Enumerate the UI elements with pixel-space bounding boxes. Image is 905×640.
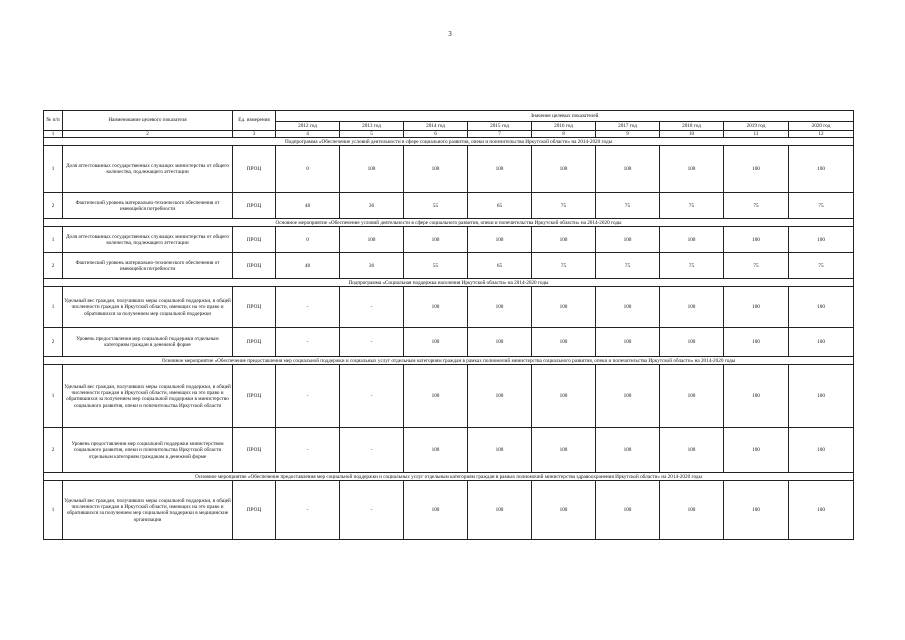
value-cell: - — [276, 428, 340, 473]
value-cell: 100 — [596, 481, 660, 540]
section-title-row — [44, 473, 854, 481]
value-cell: 100 — [532, 227, 596, 253]
indicator-name: Удельный вес граждан, получивших меры социальной поддержки, в общей численности граждан в Иркутской области, имеющих на это право и обратившихся за получением мер социальной поддержки в министерство социального развития, опеки и попечительства Иркутской области — [63, 365, 233, 428]
value-cell: 100 — [789, 481, 854, 540]
section-title-row — [44, 138, 854, 146]
value-cell: 100 — [532, 328, 596, 357]
section-title: Подпрограмма «Социальная поддержка населения Иркутской области» на 2014-2020 годы — [44, 279, 854, 287]
header-year: 2020 год — [789, 122, 854, 131]
value-cell: 55 — [404, 193, 468, 219]
value-cell: 75 — [660, 253, 724, 279]
table-row — [44, 227, 854, 253]
table-row — [44, 146, 854, 193]
column-numbers-row — [44, 131, 854, 138]
column-number: 6 — [404, 131, 468, 138]
column-number: 11 — [724, 131, 789, 138]
value-cell: 100 — [789, 328, 854, 357]
row-number: 1 — [44, 287, 63, 328]
value-cell: 48 — [276, 193, 340, 219]
value-cell: 100 — [596, 227, 660, 253]
header-row — [44, 111, 854, 122]
unit-cell: ПРОЦ — [233, 428, 276, 473]
section-title-row — [44, 219, 854, 227]
value-cell: 100 — [404, 428, 468, 473]
row-number: 2 — [44, 253, 63, 279]
page-number: 3 — [448, 30, 452, 38]
column-number: 1 — [44, 131, 63, 138]
table-row — [44, 328, 854, 357]
unit-cell: ПРОЦ — [233, 365, 276, 428]
value-cell: 100 — [660, 287, 724, 328]
value-cell: 100 — [789, 428, 854, 473]
indicator-name: Фактический уровень материально-технического обеспечения от имеющейся потребности — [63, 253, 233, 279]
value-cell: - — [276, 365, 340, 428]
column-number: 9 — [596, 131, 660, 138]
value-cell: 100 — [724, 428, 789, 473]
section-title: Подпрограмма «Обеспечение условий деятельности в сфере социального развития, опеки и попечительства Иркутской области» на 2014-2020 годы — [44, 138, 854, 146]
unit-cell: ПРОЦ — [233, 481, 276, 540]
value-cell: 100 — [404, 328, 468, 357]
value-cell: 65 — [468, 193, 532, 219]
value-cell: 100 — [468, 328, 532, 357]
value-cell: 100 — [660, 481, 724, 540]
unit-cell: ПРОЦ — [233, 146, 276, 193]
value-cell: 100 — [532, 146, 596, 193]
indicator-name: Уровень предоставления мер социальной поддержки отдельным категориям граждан в денежной форме — [63, 328, 233, 357]
value-cell: 75 — [724, 193, 789, 219]
header-unit: Ед. измерения — [233, 111, 276, 131]
row-number: 2 — [44, 428, 63, 473]
value-cell: 100 — [724, 287, 789, 328]
value-cell: 75 — [532, 253, 596, 279]
header-num: № п/п — [44, 111, 63, 131]
value-cell: 100 — [468, 481, 532, 540]
value-cell: 75 — [789, 193, 854, 219]
table-row — [44, 428, 854, 473]
row-number: 1 — [44, 365, 63, 428]
header-year: 2017 год — [596, 122, 660, 131]
value-cell: 0 — [276, 146, 340, 193]
header-year: 2019 год — [724, 122, 789, 131]
value-cell: 100 — [468, 365, 532, 428]
table-row — [44, 365, 854, 428]
value-cell: 100 — [596, 428, 660, 473]
section-title: Основное мероприятие «Обеспечение предоставления мер социальной поддержки и социальных услуг отдельным категориям граждан в рамках полномочий министерства социального развития, опеки и попечительства Иркутской области» на 2014-2020 годы — [44, 357, 854, 365]
value-cell: 100 — [660, 227, 724, 253]
column-number: 12 — [789, 131, 854, 138]
value-cell: - — [340, 365, 404, 428]
value-cell: 100 — [596, 328, 660, 357]
header-name: Наименование целевого показателя — [63, 111, 233, 131]
value-cell: 100 — [468, 287, 532, 328]
header-year: 2014 год — [404, 122, 468, 131]
table-row — [44, 481, 854, 540]
column-number: 8 — [532, 131, 596, 138]
section-title-row — [44, 357, 854, 365]
column-number: 4 — [276, 131, 340, 138]
header-year: 2016 год — [532, 122, 596, 131]
value-cell: 75 — [596, 253, 660, 279]
value-cell: 48 — [276, 253, 340, 279]
unit-cell: ПРОЦ — [233, 287, 276, 328]
value-cell: 100 — [596, 146, 660, 193]
value-cell: - — [340, 428, 404, 473]
value-cell: 0 — [276, 227, 340, 253]
row-number: 1 — [44, 481, 63, 540]
value-cell: 100 — [340, 146, 404, 193]
value-cell: - — [276, 328, 340, 357]
value-cell: 65 — [468, 253, 532, 279]
value-cell: 100 — [404, 365, 468, 428]
value-cell: 36 — [340, 193, 404, 219]
column-number: 5 — [340, 131, 404, 138]
value-cell: 100 — [724, 146, 789, 193]
value-cell: 100 — [532, 365, 596, 428]
header-values-group: Значение целевых показателей — [276, 111, 854, 122]
header-year: 2015 год — [468, 122, 532, 131]
section-title: Основное мероприятие «Обеспечение условий деятельности в сфере социального развития, опеки и попечительства Иркутской области» на 2014-2020 годы — [44, 219, 854, 227]
value-cell: 100 — [660, 328, 724, 357]
column-number: 10 — [660, 131, 724, 138]
value-cell: 100 — [404, 287, 468, 328]
section-title: Основное мероприятие «Обеспечение предоставления мер социальной поддержки и социальных услуг отдельным категориям граждан в рамках полномочий министерства здравоохранения Иркутской области» на 2014-2020 годы — [44, 473, 854, 481]
row-number: 2 — [44, 328, 63, 357]
row-number: 1 — [44, 227, 63, 253]
unit-cell: ПРОЦ — [233, 227, 276, 253]
value-cell: 100 — [532, 481, 596, 540]
value-cell: 100 — [468, 428, 532, 473]
indicator-name: Фактический уровень материально-технического обеспечения от имеющейся потребности — [63, 193, 233, 219]
column-number: 7 — [468, 131, 532, 138]
header-year: 2013 год — [340, 122, 404, 131]
value-cell: 75 — [789, 253, 854, 279]
value-cell: 100 — [789, 365, 854, 428]
value-cell: - — [340, 287, 404, 328]
value-cell: - — [340, 481, 404, 540]
indicator-name: Доля аттестованных государственных служащих министерства от общего количества, подлежащего аттестации — [63, 146, 233, 193]
value-cell: 75 — [532, 193, 596, 219]
indicator-name: Удельный вес граждан, получивших меры социальной поддержки, в общей численности граждан в Иркутской области, имеющих на это право и обратившихся за получением мер социальной поддержки — [63, 287, 233, 328]
value-cell: - — [340, 328, 404, 357]
value-cell: 100 — [789, 146, 854, 193]
value-cell: - — [276, 287, 340, 328]
header-year: 2012 год — [276, 122, 340, 131]
column-number: 2 — [63, 131, 233, 138]
value-cell: 36 — [340, 253, 404, 279]
unit-cell: ПРОЦ — [233, 328, 276, 357]
value-cell: 100 — [724, 227, 789, 253]
value-cell: 75 — [660, 193, 724, 219]
value-cell: 100 — [340, 227, 404, 253]
value-cell: 100 — [596, 287, 660, 328]
value-cell: 100 — [596, 365, 660, 428]
header-year: 2018 год — [660, 122, 724, 131]
value-cell: 100 — [789, 227, 854, 253]
value-cell: 100 — [468, 146, 532, 193]
unit-cell: ПРОЦ — [233, 253, 276, 279]
row-number: 1 — [44, 146, 63, 193]
table-row — [44, 287, 854, 328]
value-cell: 100 — [404, 227, 468, 253]
value-cell: 100 — [789, 287, 854, 328]
row-number: 2 — [44, 193, 63, 219]
table-row — [44, 253, 854, 279]
value-cell: 100 — [660, 365, 724, 428]
value-cell: 100 — [724, 365, 789, 428]
value-cell: 55 — [404, 253, 468, 279]
value-cell: - — [276, 481, 340, 540]
target-indicators-table — [43, 110, 854, 540]
value-cell: 75 — [596, 193, 660, 219]
unit-cell: ПРОЦ — [233, 193, 276, 219]
value-cell: 100 — [532, 287, 596, 328]
indicator-name: Удельный вес граждан, получивших меры социальной поддержки, в общей численности граждан в Иркутской области, имеющих на это право и обратившихся за получением мер социальной поддержки в медицинские организации — [63, 481, 233, 540]
value-cell: 100 — [404, 481, 468, 540]
table-row — [44, 193, 854, 219]
value-cell: 75 — [724, 253, 789, 279]
column-number: 3 — [233, 131, 276, 138]
value-cell: 100 — [660, 146, 724, 193]
section-title-row — [44, 279, 854, 287]
value-cell: 100 — [468, 227, 532, 253]
value-cell: 100 — [404, 146, 468, 193]
value-cell: 100 — [660, 428, 724, 473]
value-cell: 100 — [724, 328, 789, 357]
value-cell: 100 — [532, 428, 596, 473]
value-cell: 100 — [724, 481, 789, 540]
indicator-name: Уровень предоставления мер социальной поддержки министерством социального развития, опеки и попечительства Иркутской области отдельным категориям гражданам в денежной форме — [63, 428, 233, 473]
indicator-name: Доля аттестованных государственных служащих министерства от общего количества, подлежащего аттестации — [63, 227, 233, 253]
